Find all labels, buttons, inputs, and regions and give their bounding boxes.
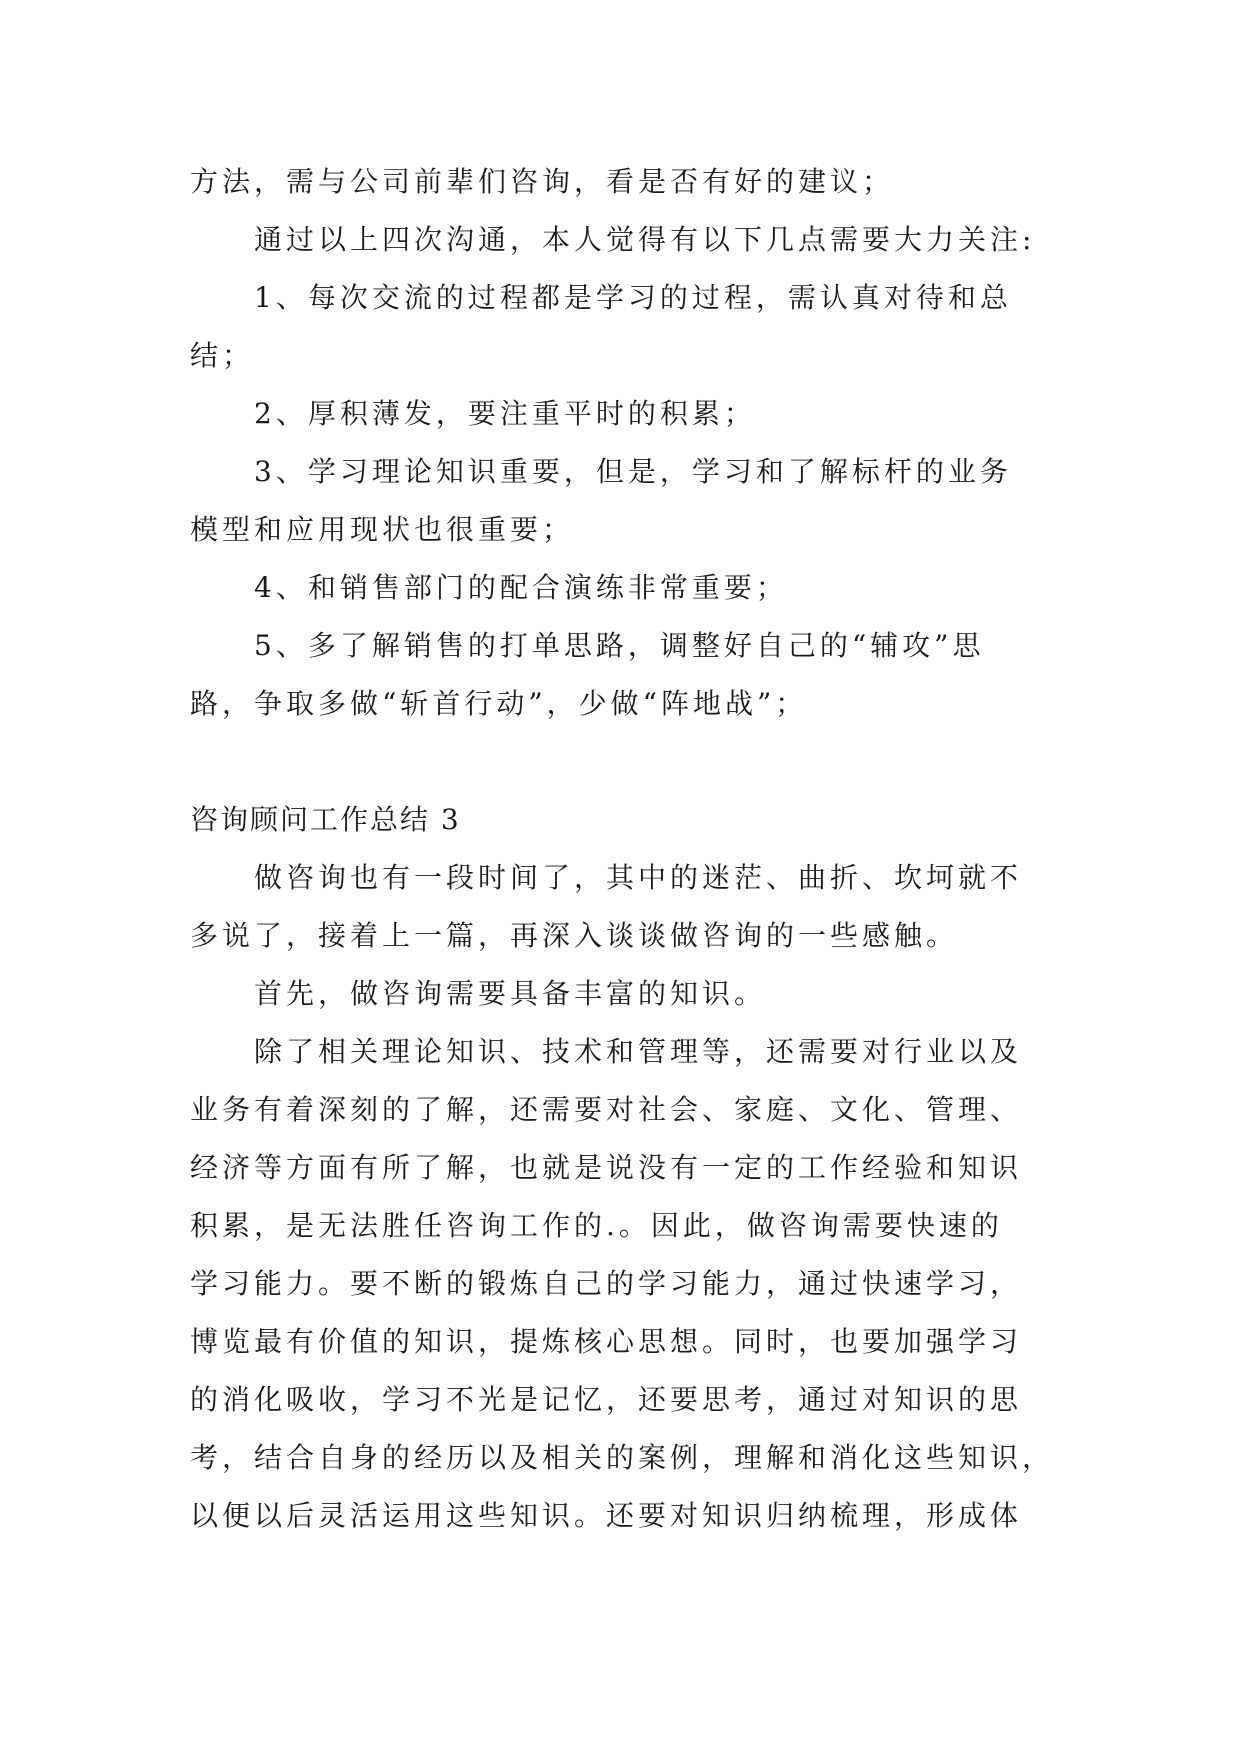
paragraph-line: 博览最有价值的知识，提炼核心思想。同时，也要加强学习 xyxy=(190,1325,1023,1358)
text-line: 通过以上四次沟通，本人觉得有以下几点需要大力关注: xyxy=(254,223,1036,256)
text-line: 路，争取多做“斩首行动”，少做“阵地战”； xyxy=(190,687,808,720)
list-item-1: 1、每次交流的过程都是学习的过程，需认真对待和总 xyxy=(254,281,1012,314)
list-item-2: 2、厚积薄发，要注重平时的积累； xyxy=(254,397,756,430)
list-item-5: 5、多了解销售的打单思路，调整好自己的“辅攻”思 xyxy=(254,629,985,662)
paragraph-line: 业务有着深刻的了解，还需要对社会、家庭、文化、管理、 xyxy=(190,1093,1023,1126)
paragraph-line: 考，结合自身的经历以及相关的案例，理解和消化这些知识， xyxy=(190,1441,1055,1474)
section-title: 咨询顾问工作总结 3 xyxy=(190,803,461,836)
paragraph-line: 做咨询也有一段时间了，其中的迷茫、曲折、坎坷就不 xyxy=(254,861,1023,894)
text-line: 结； xyxy=(190,339,255,372)
paragraph-line: 以便以后灵活运用这些知识。还要对知识归纳梳理，形成体 xyxy=(190,1499,1023,1532)
paragraph-line: 首先，做咨询需要具备丰富的知识。 xyxy=(254,977,767,1010)
list-item-4: 4、和销售部门的配合演练非常重要； xyxy=(254,571,788,604)
document-body xyxy=(190,153,1055,1545)
text-line: 模型和应用现状也很重要； xyxy=(190,513,575,546)
section-gap xyxy=(190,733,1050,791)
paragraph-line: 多说了，接着上一篇，再深入谈谈做咨询的一些感触。 xyxy=(190,919,959,952)
text-line: 方法，需与公司前辈们咨询，看是否有好的建议； xyxy=(190,165,895,198)
paragraph-line: 的消化吸收，学习不光是记忆，还要思考，通过对知识的思 xyxy=(190,1383,1023,1416)
list-item-3: 3、学习理论知识重要，但是，学习和了解标杆的业务 xyxy=(254,455,1012,488)
paragraph-line: 学习能力。要不断的锻炼自己的学习能力，通过快速学习， xyxy=(190,1267,1023,1300)
paragraph-line: 积累，是无法胜任咨询工作的.。因此，做咨询需要快速的 xyxy=(190,1209,1003,1242)
paragraph-line: 经济等方面有所了解，也就是说没有一定的工作经验和知识 xyxy=(190,1151,1023,1184)
paragraph-line: 除了相关理论知识、技术和管理等，还需要对行业以及 xyxy=(254,1035,1023,1068)
